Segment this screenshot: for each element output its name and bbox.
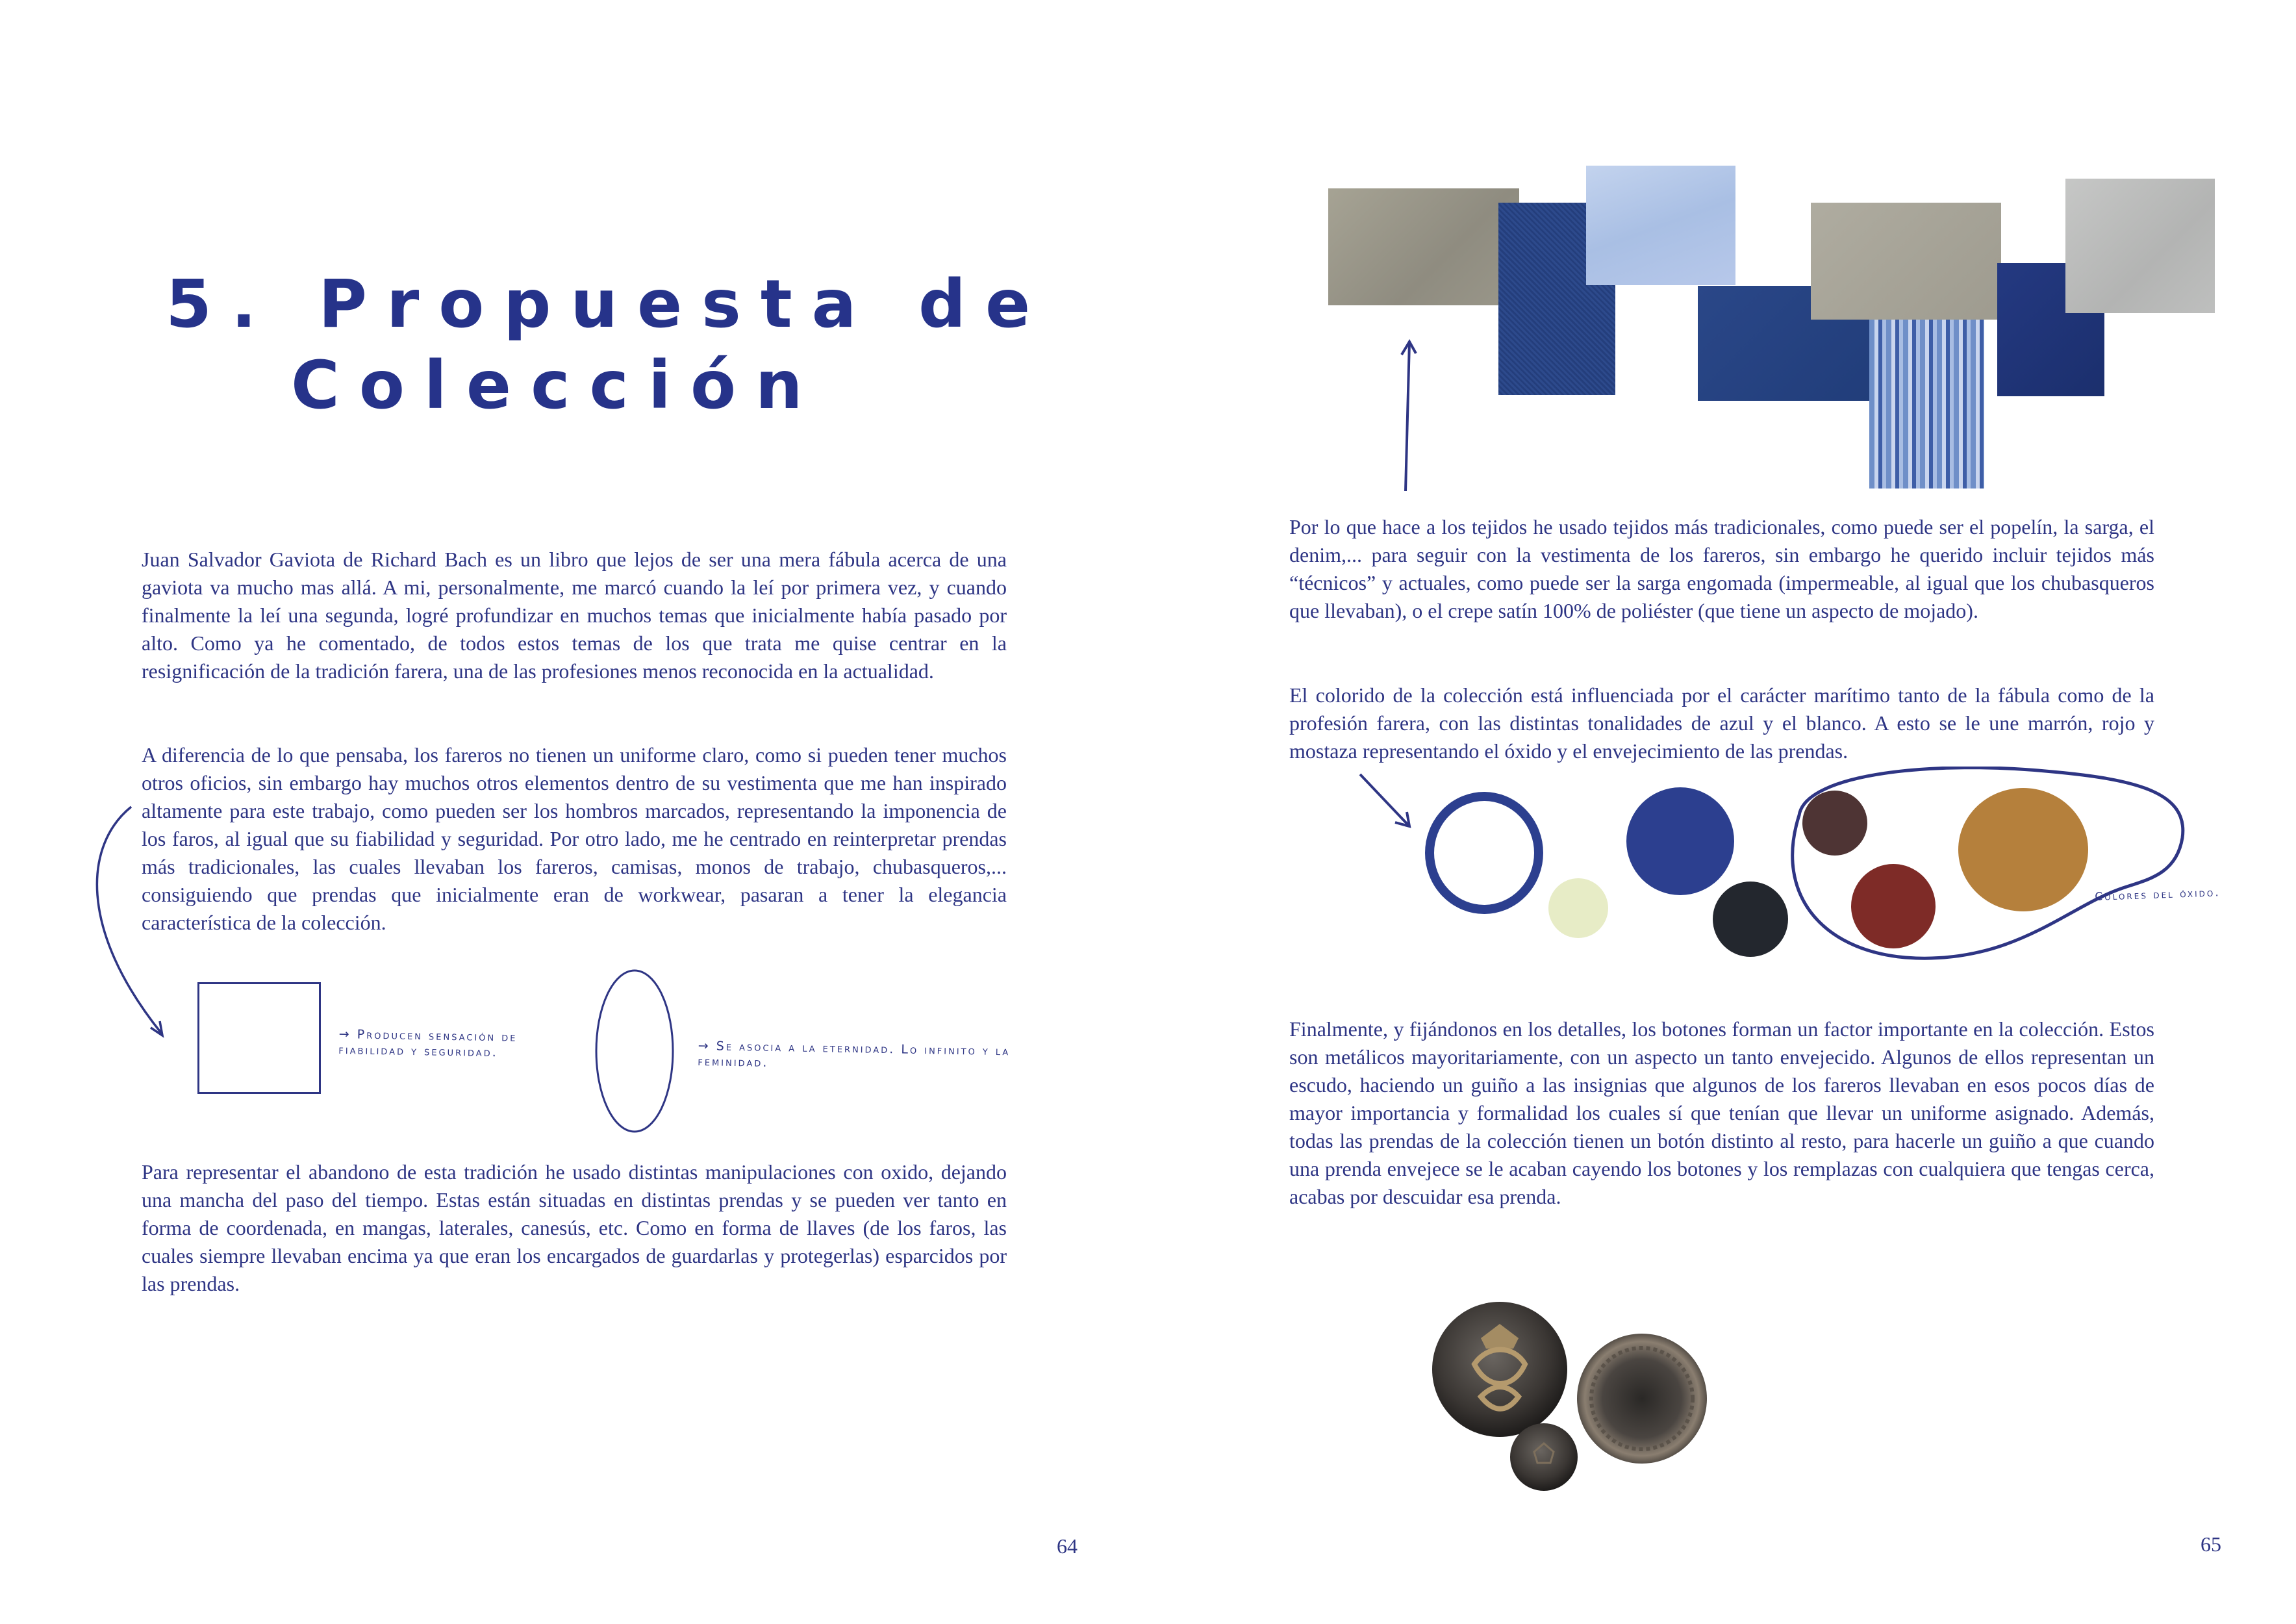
ridged-button: [1577, 1334, 1707, 1464]
fabric-swatch-stripe: [1869, 307, 1984, 488]
intro-paragraph: Juan Salvador Gaviota de Richard Bach es un libro que lejos de ser una mera fábula acerca de una gaviota va mucho mas allá. A mi, personalmente, me marcó cuando la leí por primera vez, y cuando finalmente la leí una segunda, logré profundizar en muchos temas que inicialmente había pasado por alto. Como ya he comentado, de todos estos temas de los que trata me quise centrar en la resignificación de la tradición farera, una de las profesiones menos reconocida en la actualidad.: [142, 548, 1007, 683]
rust-colors-label: Colores del óxido.: [2095, 886, 2221, 904]
fabric-swatch-light-blue: [1586, 166, 1735, 285]
swatch-black: [1713, 882, 1788, 957]
color-paragraph: El colorido de la colección está influenciada por el carácter marítimo tanto de la fábula como de la profesión farera, con las distintas tonalidades de azul y el blanco. A esto se le une marrón, rojo y mostaza representando el óxido y el envejecimiento de las prendas.: [1289, 683, 2154, 763]
fabric-swatch-taupe: [1811, 203, 2001, 320]
fabric-paragraph: Por lo que hace a los tejidos he usado tejidos más tradicionales, como puede ser el popelín, la sarga, el denim,... para seguir con la vestimenta de los fareros, sin embargo he querido incluir tejidos más “técnicos” y actuales, como puede ser la sarga engomada (impermeable, al igual que los chubasqueros que llevaban), o el crepe satín 100% de poliéster (que tiene un aspecto de mojado).: [1289, 515, 2154, 622]
oval-note: → Se asocia a la eternidad. Lo infinito y la feminidad.: [698, 1038, 1011, 1070]
swatch-navy: [1626, 787, 1734, 895]
curved-arrow-icon: [78, 799, 182, 1052]
crest-button: [1432, 1302, 1567, 1437]
fabric-swatch-silver: [2065, 179, 2215, 313]
page-title-line-1: 5. Propuesta de: [166, 266, 1050, 343]
square-note: → Producen sensación de fiabilidad y seguridad.: [338, 1026, 518, 1060]
small-button: [1510, 1423, 1578, 1491]
oval-shape: [592, 967, 677, 1136]
buttons-paragraph: Finalmente, y fijándonos en los detalles, los botones forman un factor importante en la colección. Estos son metálicos mayoritariamente, con un aspecto un tanto envejecido. Algunos de ellos representan un escudo, haciendo un guiño a las insignias que algunos de los fareros llevaban en esos pocos días de mayor importancia y formalidad los cuales sí que tenían que llevar un uniforme asignado. Además, todas las prendas de la colección tienen un botón distinto al resto, para hacerle un guiño a que cuando una prenda envejece se le acaban cayendo los botones y los remplazas con cualquiera que tengas cerca, acabas por descuidar esa prenda.: [1289, 1017, 2154, 1208]
swatch-mustard: [1958, 788, 2088, 911]
swatch-white-ring: [1430, 796, 1539, 909]
page-number-left: 64: [1057, 1534, 1078, 1558]
swatch-cream: [1548, 878, 1608, 938]
page-number-right: 65: [2201, 1532, 2221, 1556]
rust-paragraph: Para representar el abandono de esta tradición he usado distintas manipulaciones con oxido, dejando una mancha del paso del tiempo. Estas están situadas en distintas prendas y se pueden ver tanto en forma de coordenada, en mangas, laterales, canesús, etc. Como en forma de llaves (de los faros, las cuales siempre llevaban encima ya que eran los encargados de guardarlas y protegerlas) esparcidos por las prendas.: [142, 1160, 1007, 1295]
arrow-up-icon: [1390, 338, 1429, 494]
page-title-line-2: Colección: [291, 347, 822, 424]
swatch-red: [1851, 864, 1936, 948]
square-shape: [197, 982, 321, 1094]
metal-buttons: [1409, 1293, 1721, 1501]
color-palette: [1351, 767, 2247, 974]
swatch-brown: [1802, 791, 1867, 856]
uniform-paragraph: A diferencia de lo que pensaba, los fareros no tienen un uniforme claro, como si pueden tener muchos otros oficios, sin embargo hay muchos otros elementos dentro de su vestimenta que me han inspirado altamente para este trabajo, como pueden ser los hombros marcados, representando la imponencia de los faros, al igual que su fiabilidad y seguridad. Por otro lado, me he centrado en reinterpretar prendas más tradicionales, las cuales llevaban los fareros, camisas, monos de trabajo, chubasqueros,... consiguiendo que prendas que inicialmente eran de workwear, pasaran a tener la elegancia característica de la colección.: [142, 743, 1007, 934]
fabric-swatch-grey: [1328, 188, 1519, 305]
